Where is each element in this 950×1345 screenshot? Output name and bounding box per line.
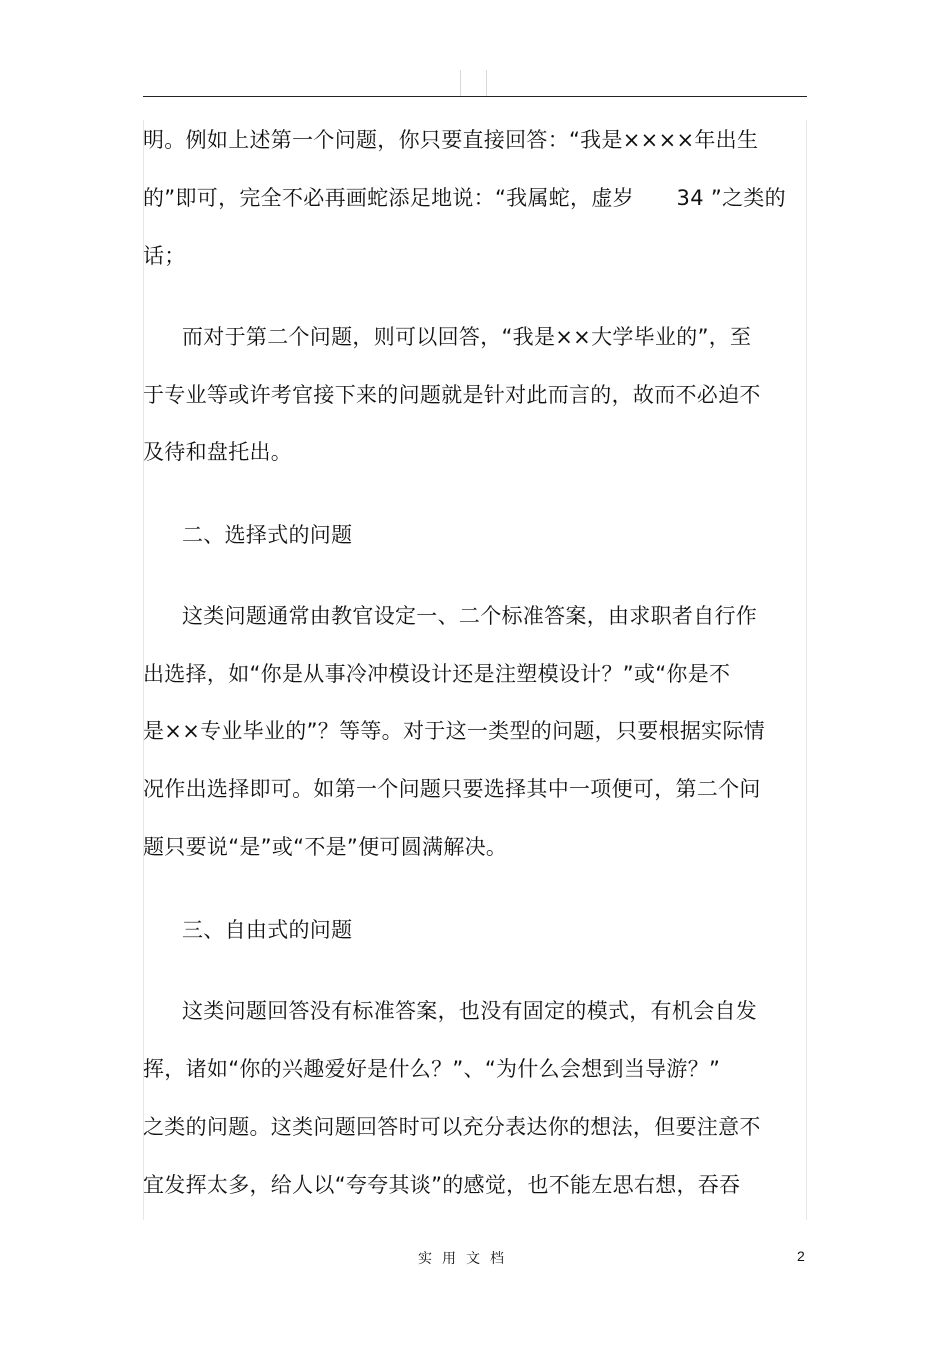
body-line: 的”即可，完全不必再画蛇添足地说：“我属蛇，虚岁 34 ”之类的 [143,186,786,210]
text-frame-right-edge [806,120,807,1220]
section-heading: 二、选择式的问题 [182,523,353,547]
header-mark-right [486,70,487,96]
body-line: 题只要说“是”或“不是”便可圆满解决。 [143,835,508,859]
body-line: 之类的问题。这类问题回答时可以充分表达你的想法，但要注意不 [143,1115,761,1139]
page-footer [0,1248,950,1268]
header-mark-left [460,70,461,96]
paragraph-first-line: 这类问题回答没有标准答案，也没有固定的模式，有机会自发 [182,999,758,1023]
body-line: 明。例如上述第一个问题，你只要直接回答：“我是××××年出生 [143,128,759,152]
page-number: 2 [797,1248,805,1264]
section-heading: 三、自由式的问题 [182,918,353,942]
body-line: 是××专业毕业的”？等等。对于这一类型的问题，只要根据实际情 [143,719,766,743]
paragraph-first-line: 这类问题通常由教官设定一、二个标准答案，由求职者自行作 [182,604,758,628]
body-line: 于专业等或许考官接下来的问题就是针对此而言的，故而不必迫不 [143,383,761,407]
body-line: 挥，诸如“你的兴趣爱好是什么？”、“为什么会想到当导游？” [143,1057,721,1081]
body-line: 出选择，如“你是从事冷冲模设计还是注塑模设计？”或“你是不 [143,662,731,686]
body-line: 况作出选择即可。如第一个问题只要选择其中一项便可，第二个问 [143,777,761,801]
paragraph-first-line: 而对于第二个问题，则可以回答，“我是××大学毕业的”，至 [182,325,752,349]
body-line: 宜发挥太多，给人以“夸夸其谈”的感觉，也不能左思右想，吞吞 [143,1173,741,1197]
header-rule [143,96,807,97]
body-line: 及待和盘托出。 [143,440,293,464]
footer-label: 实用文档 [418,1251,514,1267]
body-line: 话； [143,244,186,268]
